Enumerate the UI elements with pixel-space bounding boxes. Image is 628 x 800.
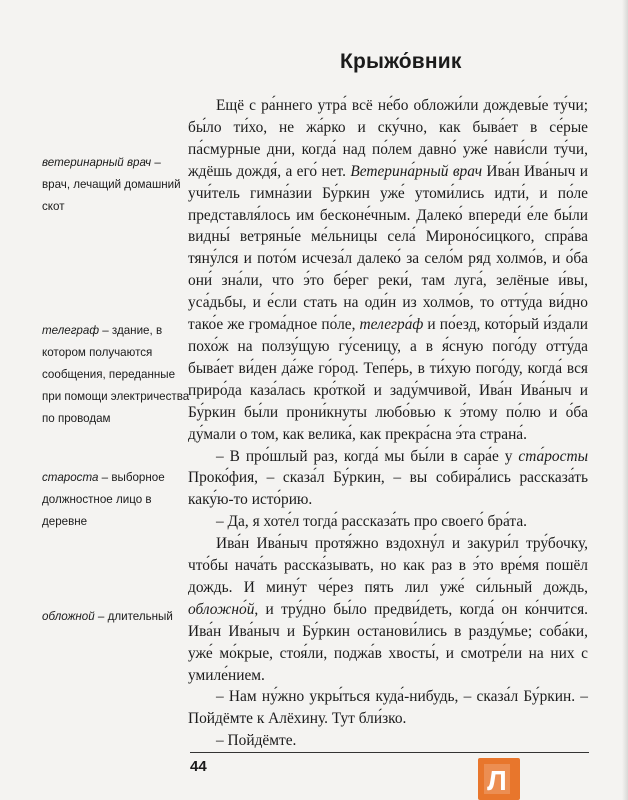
text-run: Ива́н Ива́ныч и учи́тель гимна́зии Бу́ркин уже́ утоми́лись идти́, и по́ле представля́лось им бесконе́чным. Далеко́ впереди́ е́ле бы́ли видны́ ветряны́е ме́льницы села́ Мироно́сицкого, спра́ва тяну́лся и пото́м исчеза́л далеко́ за село́м ряд холмо́в, и о́ба они́ зна́ли, что э́то бе́рег реки́, там луга́, зелёные и́вы, уса́дьбы, и е́сли стать на оди́н из холмо́в, то отту́да ви́дно тако́е же грома́дное по́ле, [188,162,588,334]
footer-rule [190,752,589,753]
margin-note-elder [42,467,190,533]
svg-text:Л: Л [487,765,507,796]
text-run: Ива́н Ива́ныч протя́жно вздохну́л и закури́л тру́бочку, что́бы нача́ть расска́зывать, но как раз в э́то вре́мя пошёл дождь. И мину́т че́рез пять лил уже́ си́льный дождь, [188,535,588,596]
text-run: – В про́шлый раз, когда́ мы бы́ли в сара́е у [216,447,519,465]
text-run: – Да, я хоте́л тогда́ рассказа́ть про своего́ бра́та. [216,513,528,531]
note-definition: выборное должностное лицо в деревне [42,471,165,528]
note-dash: – [99,324,112,337]
text-run: , и тру́дно бы́ло предви́деть, когда́ он ко́нчится. Ива́н Ива́ныч и Бу́ркин останови́лись в разду́мье; соба́ки, уже́ мо́крые, стоя́ли, поджа́в хвосты́, и смотре́ли на них с умиле́нием. [188,600,588,684]
note-definition: длительный [107,610,173,623]
paragraph [188,686,588,730]
glossed-term: ста́росты [518,447,588,465]
margin-note-veterinarian [42,152,190,218]
paragraph [188,533,588,686]
litres-logo-icon [478,758,520,800]
note-definition: врач, лечащий домашний скот [42,177,181,213]
glossed-term: телегра́ф [359,316,424,334]
paragraph [188,446,588,512]
paragraph [188,730,588,752]
glossed-term: обложно́й [188,600,255,618]
margin-note-telegraph [42,320,190,430]
note-term: ветеринарный врач [42,156,152,169]
text-run: Ещё с ра́ннего утра́ всё не́бо обложи́ли дождевы́е ту́чи; бы́ло ти́хо, не жа́рко и ску́чно, как быва́ет в се́рые па́смурные дни, когда́ над по́лем давно́ уже́ нави́сли ту́чи, ждёшь дождя́, а его́ нет. [188,97,588,180]
note-term: телеграф [42,324,100,337]
note-dash: – [94,610,108,623]
note-dash: – [151,156,161,169]
note-term: обложной [42,610,95,623]
note-definition: здание, в котором получаются сообщения, переданные при помощи электричества по проводам [42,324,190,425]
page-number: 44 [190,758,207,775]
margin-note-prolonged [42,606,190,628]
paragraph [188,95,588,446]
note-term: староста [42,471,99,484]
text-run: и по́езд, кото́рый и́здали похо́ж на ползу́щую гу́сеницу, а в я́сную пого́ду отту́да быва́ет ви́ден да́же го́род. Тепе́рь, в ти́хую пого́ду, когда́ вся приро́да каза́лась кро́ткой и заду́мчивой, Ива́н Ива́ныч и Бу́ркин бы́ли прони́кнуты любо́вью к э́тому по́лю и о́ба ду́мали о том, как велика́, как прекра́сна э́та страна́. [188,316,588,443]
glossed-term: Ветерина́рный врач [350,162,483,180]
text-run: – Пойдёмте. [216,732,297,750]
note-dash: – [98,471,112,484]
page-edge-shadow [622,0,628,800]
paragraph [188,511,588,533]
text-run: Проко́фия, – сказа́л Бу́ркин, – вы собира́лись рассказа́ть каку́ю-то исто́рию. [188,469,588,509]
page-title: Крыжо́вник [340,50,462,73]
text-run: – Нам ну́жно укры́ться куда́-нибудь, – сказа́л Бу́ркин. – Пойдёмте к Алёхину. Тут бли́зко. [188,688,588,728]
story-text [188,95,588,752]
